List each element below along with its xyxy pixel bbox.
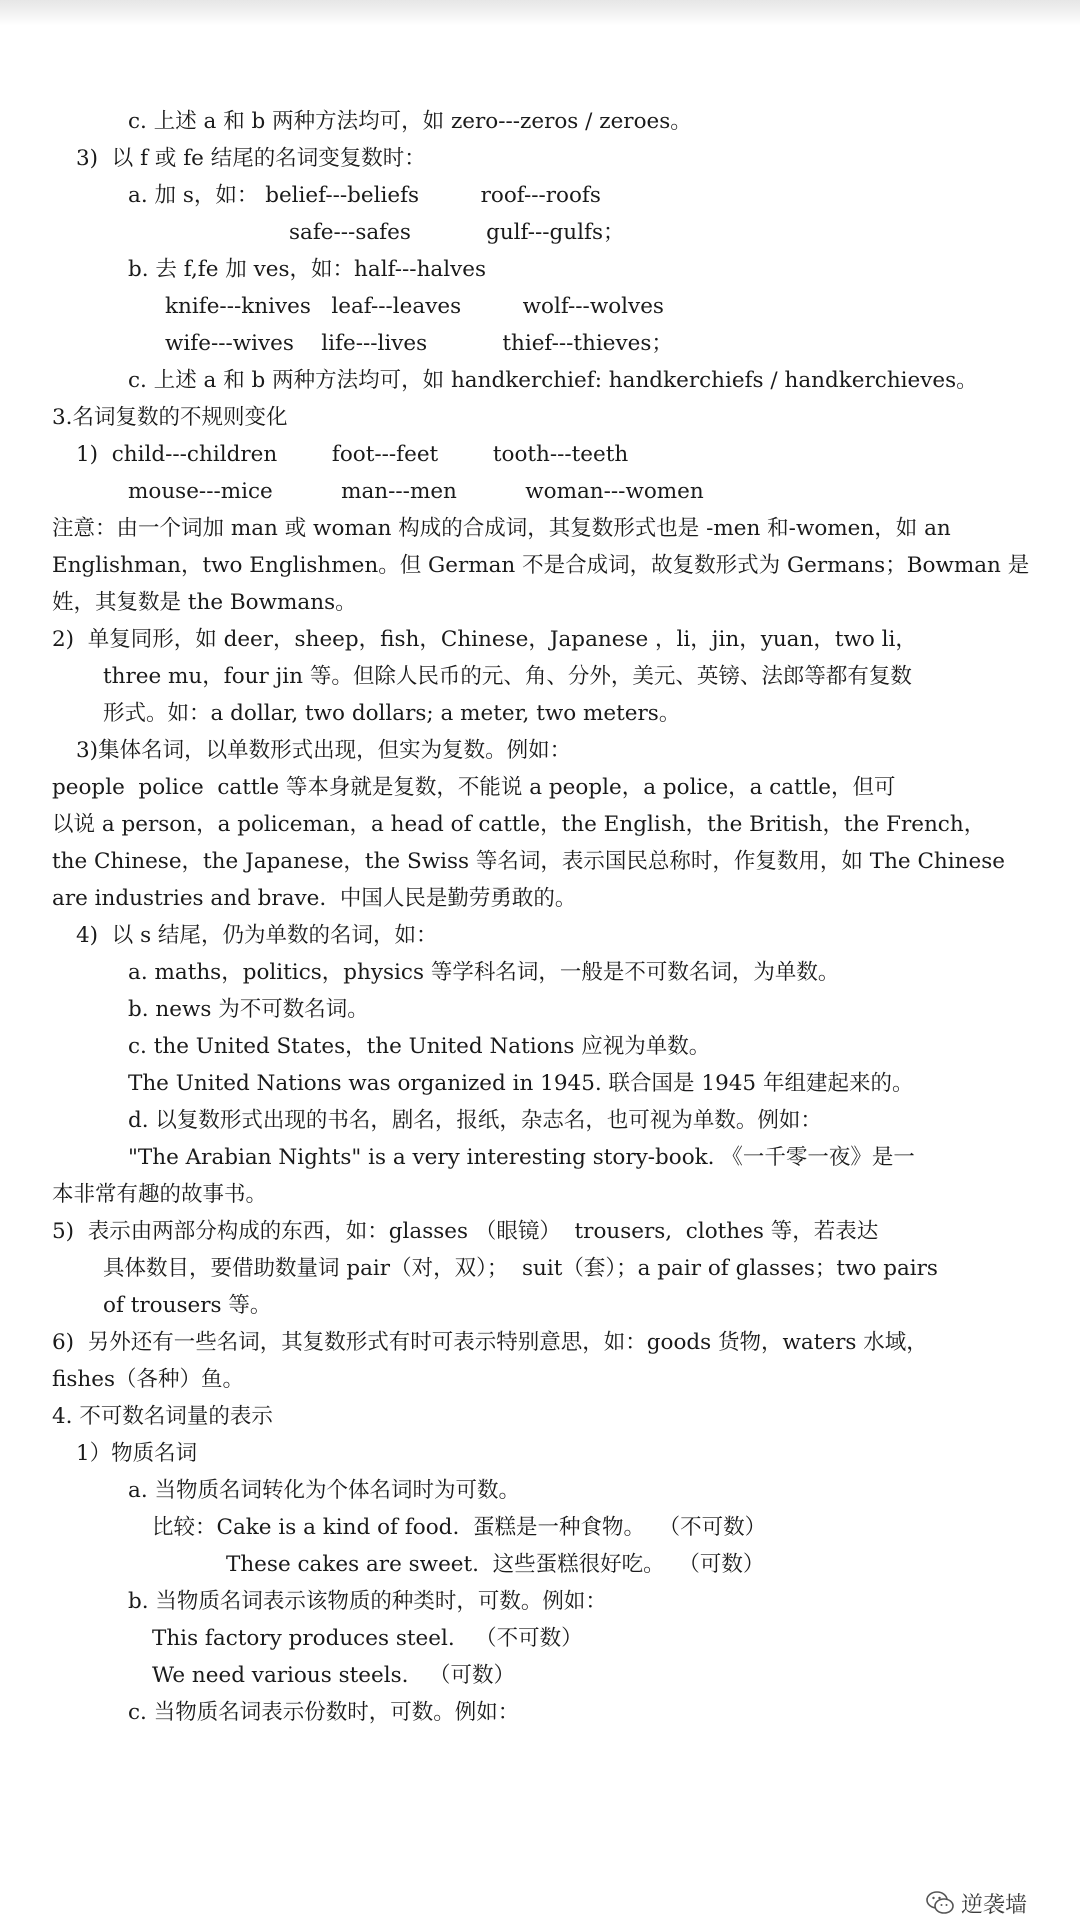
text-line: b. 去 f,fe 加 ves，如：half---halves <box>128 257 487 282</box>
text-line: 3) 以 f 或 fe 结尾的名词变复数时： <box>76 146 426 171</box>
text-line: 具体数目，要借助数量词 pair（对，双）； suit（套）；a pair of glasses；two pairs <box>103 1256 938 1281</box>
text-line: b. news 为不可数名词。 <box>128 997 369 1022</box>
text-line: 4) 以 s 结尾，仍为单数的名词，如： <box>76 923 438 948</box>
text-line: Englishman，two Englishmen。但 German 不是合成词，故复数形式为 Germans；Bowman 是 <box>52 553 1030 578</box>
text-line: the Chinese，the Japanese，the Swiss 等名词，表示国民总称时，作复数用，如 The Chinese <box>52 849 1005 874</box>
text-line: 注意：由一个词加 man 或 woman 构成的合成词，其复数形式也是 -men 和-women，如 an <box>52 516 951 541</box>
text-line: 本非常有趣的故事书。 <box>52 1182 268 1207</box>
text-line: These cakes are sweet. 这些蛋糕很好吃。 （可数） <box>226 1552 765 1577</box>
text-line: of trousers 等。 <box>103 1293 272 1318</box>
wechat-icon <box>925 1890 955 1916</box>
text-line: safe---safes gulf---gulfs； <box>289 220 625 245</box>
text-line: c. 上述 a 和 b 两种方法均可，如 zero---zeros / zeroes。 <box>128 109 692 134</box>
text-line: 5) 表示由两部分构成的东西，如：glasses （眼镜） trousers, clothes 等，若表达 <box>52 1219 879 1244</box>
text-line: The United Nations was organized in 1945. 联合国是 1945 年组建起来的。 <box>128 1071 914 1096</box>
text-line: 姓，其复数是 the Bowmans。 <box>52 590 357 615</box>
text-line: a. maths，politics，physics 等学科名词，一般是不可数名词，为单数。 <box>128 960 840 985</box>
text-line: 3)集体名词，以单数形式出现，但实为复数。例如： <box>76 738 572 763</box>
text-line: b. 当物质名词表示该物质的种类时，可数。例如： <box>128 1589 607 1614</box>
section-heading: 3.名词复数的不规则变化 <box>52 405 288 430</box>
text-line: are industries and brave. 中国人民是勤劳勇敢的。 <box>52 886 577 911</box>
text-line: We need various steels. （可数） <box>152 1663 515 1688</box>
text-line: 2) 单复同形，如 deer，sheep，fish，Chinese，Japanese ，li，jin，yuan，two li， <box>52 627 917 652</box>
text-line: wife---wives life---lives thief---thieves； <box>165 331 673 356</box>
text-line: 形式。如：a dollar, two dollars; a meter, two meters。 <box>103 701 681 726</box>
text-line: a. 加 s，如： belief---beliefs roof---roofs <box>128 183 601 208</box>
text-line: 6) 另外还有一些名词，其复数形式有时可表示特别意思，如：goods 货物，waters 水域， <box>52 1330 928 1355</box>
text-line: c. 当物质名词表示份数时，可数。例如： <box>128 1700 520 1725</box>
text-line: people police cattle 等本身就是复数，不能说 a people，a police，a cattle，但可 <box>52 775 896 800</box>
text-line: 比较：Cake is a kind of food. 蛋糕是一种食物。 （不可数） <box>152 1515 767 1540</box>
text-line: 以说 a person，a policeman，a head of cattle，the English，the British，the French， <box>52 812 986 837</box>
text-line: mouse---mice man---men woman---women <box>128 479 704 504</box>
text-line: 1) child---children foot---feet tooth---teeth <box>76 442 629 467</box>
text-line: c. the United States，the United Nations 应视为单数。 <box>128 1034 711 1059</box>
watermark <box>925 1887 1027 1919</box>
watermark-text: 逆袭墙 <box>961 1892 1028 1918</box>
text-line: "The Arabian Nights" is a very interesting story-book. 《一千零一夜》是一 <box>128 1145 915 1170</box>
text-line: 1）物质名词 <box>76 1441 198 1466</box>
text-line: three mu，four jin 等。但除人民币的元、角、分外，美元、英镑、法郎等都有复数 <box>103 664 912 689</box>
text-line: fishes（各种）鱼。 <box>52 1367 244 1392</box>
text-line: a. 当物质名词转化为个体名词时为可数。 <box>128 1478 520 1503</box>
text-line: d. 以复数形式出现的书名，剧名，报纸，杂志名，也可视为单数。例如： <box>128 1108 822 1133</box>
text-line: knife---knives leaf---leaves wolf---wolves <box>165 294 664 319</box>
text-line: This factory produces steel. （不可数） <box>152 1626 583 1651</box>
text-line: c. 上述 a 和 b 两种方法均可，如 handkerchief: handkerchiefs / handkerchieves。 <box>128 368 978 393</box>
section-heading: 4. 不可数名词量的表示 <box>52 1404 273 1429</box>
